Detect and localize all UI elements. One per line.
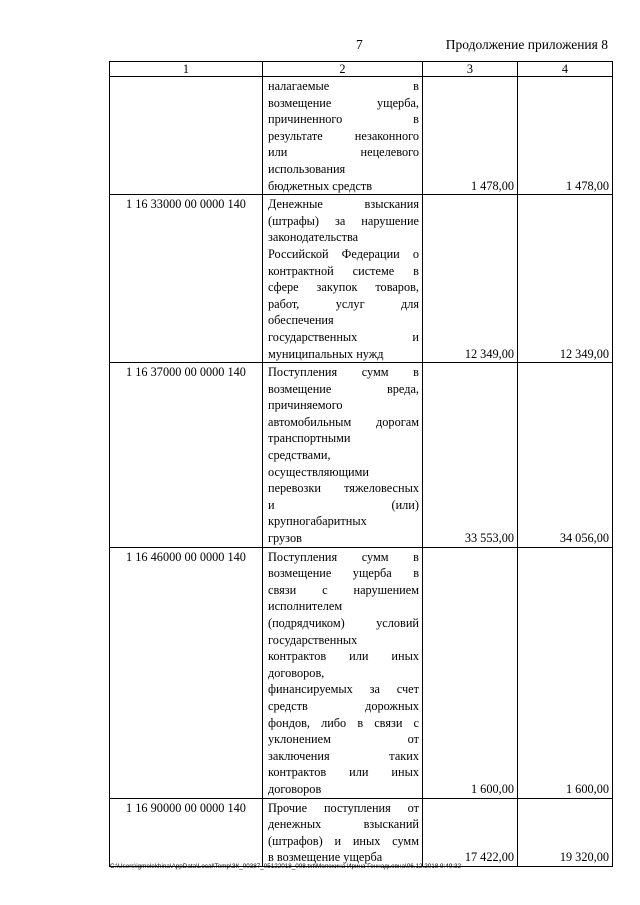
name-line: налагаемые в xyxy=(268,79,419,93)
name-line: средствами, xyxy=(268,448,331,463)
budget-code-cell: 1 16 33000 00 0000 140 xyxy=(110,195,263,363)
column-header: 4 xyxy=(518,62,613,77)
name-line: возмещение ущерба, xyxy=(268,95,419,110)
budget-code-cell: 1 16 46000 00 0000 140 xyxy=(110,547,263,798)
table-row xyxy=(110,363,613,548)
name-line: Поступления сумм в xyxy=(268,365,419,380)
name-line: осуществляющими xyxy=(268,464,369,479)
name-line: или нецелевого xyxy=(268,145,419,160)
name-line: муниципальных нужд xyxy=(268,346,384,361)
amount-col3-cell: 33 553,00 xyxy=(423,363,518,548)
name-line: (подрядчиком) условий xyxy=(268,616,419,630)
revenue-name-cell xyxy=(263,798,423,866)
name-line: заключения таких xyxy=(268,748,419,763)
column-header: 1 xyxy=(110,62,263,77)
revenue-name-cell xyxy=(263,363,423,548)
amount-col4-cell: 19 320,00 xyxy=(518,798,613,866)
name-line: грузов xyxy=(268,531,302,546)
budget-code-cell: 1 16 90000 00 0000 140 xyxy=(110,798,263,866)
name-line: договоров, xyxy=(268,665,325,680)
table-row xyxy=(110,195,613,363)
amount-col3-cell: 1 478,00 xyxy=(423,77,518,195)
table-header-row xyxy=(110,62,613,77)
revenue-name-cell xyxy=(263,547,423,798)
name-line: контрактов или иных xyxy=(268,765,419,780)
name-line: крупногабаритных xyxy=(268,514,367,529)
name-line: обеспечения xyxy=(268,313,334,328)
column-header: 2 xyxy=(263,62,423,77)
name-line: государственных и xyxy=(268,329,419,344)
name-line: денежных взысканий xyxy=(268,817,419,832)
name-line: фондов, либо в связи с xyxy=(268,715,419,730)
name-line: использования xyxy=(268,161,346,176)
name-line: Денежные взыскания xyxy=(268,197,419,212)
footer-file-path: C:\Users\igmelekhina\AppData\Local\Temp\ЗК_00387_05122018_008.txt\Мелехина Ирина Геннадьевна\06.12.2018 9:49:32 xyxy=(110,863,462,870)
amount-col4-cell: 34 056,00 xyxy=(518,363,613,548)
name-line: перевозки тяжеловесных xyxy=(268,481,419,496)
name-line: работ, услуг для xyxy=(268,296,419,311)
name-line: возмещение вреда, xyxy=(268,381,419,396)
name-line: причиняемого xyxy=(268,398,343,413)
budget-code-cell: 1 16 37000 00 0000 140 xyxy=(110,363,263,548)
name-line: автомобильным дорогам xyxy=(268,414,419,429)
name-line: транспортными xyxy=(268,431,351,446)
name-line: контрактов или иных xyxy=(268,649,419,664)
page-number: 7 xyxy=(356,37,363,52)
budget-table xyxy=(109,61,613,867)
amount-col3-cell: 1 600,00 xyxy=(423,547,518,798)
table-body xyxy=(110,77,613,867)
name-line: связи с нарушением xyxy=(268,582,419,597)
name-line: исполнителем xyxy=(268,599,343,614)
name-line: (штрафов) и иных сумм xyxy=(268,833,419,848)
name-line: законодательства xyxy=(268,230,359,245)
budget-code-cell xyxy=(110,77,263,195)
name-line: Прочие поступления от xyxy=(268,800,419,815)
amount-col4-cell: 1 478,00 xyxy=(518,77,613,195)
amount-col3-cell: 12 349,00 xyxy=(423,195,518,363)
table-row xyxy=(110,547,613,798)
name-line: результате незаконного xyxy=(268,128,419,143)
name-line: сфере закупок товаров, xyxy=(268,280,419,295)
name-line: в возмещение ущерба xyxy=(268,850,383,865)
name-line: Российской Федерации о xyxy=(268,246,419,261)
name-line: (штрафы) за нарушение xyxy=(268,213,419,228)
table-row xyxy=(110,77,613,195)
amount-col4-cell: 1 600,00 xyxy=(518,547,613,798)
name-line: договоров xyxy=(268,781,322,796)
name-line: уклонением от xyxy=(268,732,419,747)
name-line: Поступления сумм в xyxy=(268,549,419,564)
continuation-label: Продолжение приложения 8 xyxy=(445,37,608,52)
revenue-name-cell xyxy=(263,77,423,195)
revenue-name-cell xyxy=(263,195,423,363)
table-row xyxy=(110,798,613,866)
amount-col3-cell: 17 422,00 xyxy=(423,798,518,866)
name-line: возмещение ущерба в xyxy=(268,566,419,581)
name-line: причиненного в xyxy=(268,112,419,127)
name-line: и (или) xyxy=(268,497,419,512)
name-line: государственных xyxy=(268,632,358,647)
name-line: бюджетных средств xyxy=(268,178,373,193)
name-line: контрактной системе в xyxy=(268,263,419,278)
column-header: 3 xyxy=(423,62,518,77)
name-line: средств дорожных xyxy=(268,698,419,713)
amount-col4-cell: 12 349,00 xyxy=(518,195,613,363)
name-line: финансируемых за счет xyxy=(268,682,419,697)
